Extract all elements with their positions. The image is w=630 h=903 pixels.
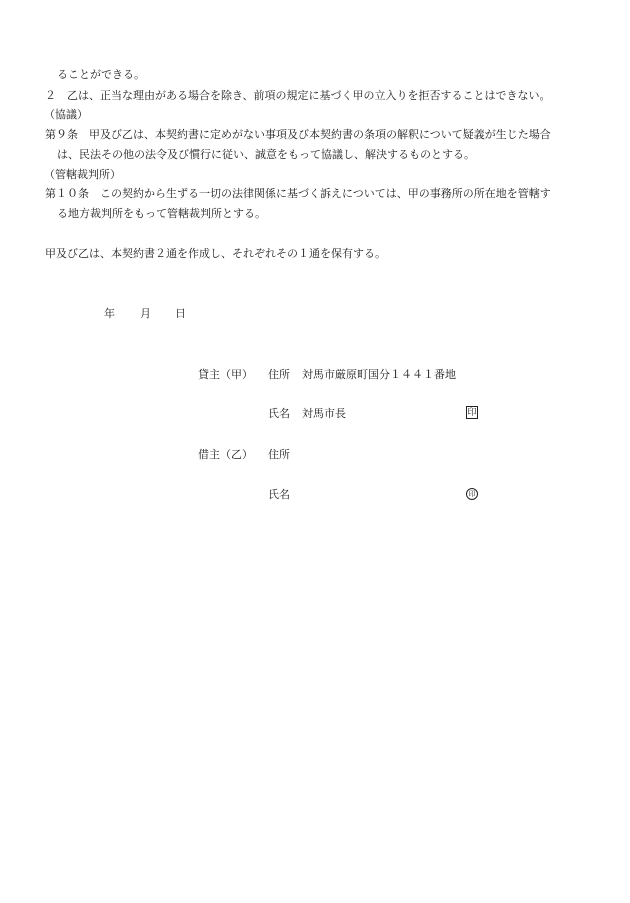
date-month: 月	[140, 307, 151, 320]
lessor-role-label: 貸主（甲）	[198, 368, 253, 381]
lessor-address-label: 住所	[268, 368, 290, 381]
closing-statement: 甲及び乙は、本契約書２通を作成し、それぞれその１通を保有する。	[45, 247, 386, 260]
article-9-line-1: 第９条 甲及び乙は、本契約書に定めがない事項及び本契約書の条項の解釈について疑義が生じた場合	[45, 128, 551, 141]
date-day: 日	[175, 307, 186, 320]
lessor-name-value: 対馬市長	[302, 407, 346, 420]
clause-continuation: ることができる。	[57, 68, 145, 81]
lessor-address-value: 対馬市厳原町国分１４４１番地	[302, 368, 456, 381]
article-10-line-1: 第１０条 この契約から生ずる一切の法律関係に基づく訴えについては、甲の事務所の所在地を管轄す	[45, 187, 551, 200]
lessee-name-label: 氏名	[268, 488, 290, 501]
heading-consultation: （協議）	[44, 108, 88, 121]
lessor-name-label: 氏名	[268, 407, 290, 420]
article-9-line-2: は、民法その他の法令及び慣行に従い、誠意をもって協議し、解決するものとする。	[57, 148, 475, 161]
date-year: 年	[104, 307, 115, 320]
lessee-role-label: 借主（乙）	[198, 448, 253, 461]
lessee-seal-mark: 印	[466, 488, 478, 500]
lessee-address-label: 住所	[268, 448, 290, 461]
lessor-seal-mark: 印	[467, 408, 477, 418]
heading-jurisdiction: （管轄裁判所）	[44, 168, 121, 181]
article-10-line-2: る地方裁判所をもって管轄裁判所とする。	[57, 207, 266, 220]
clause-8-paragraph-2: ２ 乙は、正当な理由がある場合を除き、前項の規定に基づく甲の立入りを拒否することはできない。	[45, 89, 551, 102]
